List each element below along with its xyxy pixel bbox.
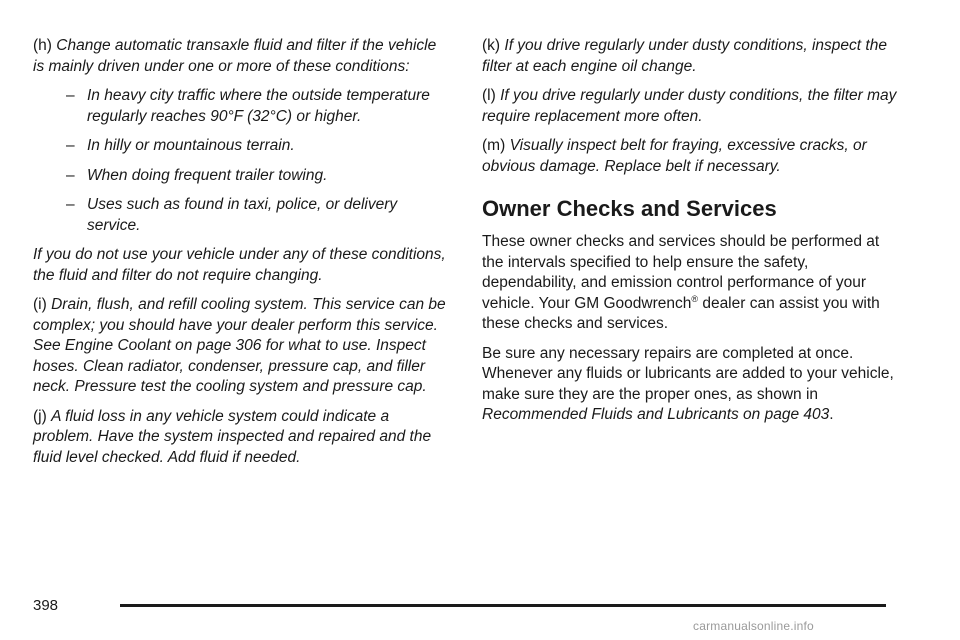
item-h-note: If you do not use your vehicle under any of these conditions, the fluid and filter do not require changing.	[33, 246, 446, 284]
item-k	[482, 36, 902, 77]
item-l-text: If you drive regularly under dusty conditions, the filter may require replacement more often.	[482, 87, 897, 125]
item-k-text: If you drive regularly under dusty conditions, inspect the filter at each engine oil change.	[482, 37, 887, 75]
watermark: carmanualsonline.info	[693, 619, 814, 633]
item-j-marker: (j)	[33, 407, 47, 425]
item-l	[482, 86, 902, 127]
dash-glyph: –	[66, 196, 75, 213]
list-item: – In heavy city traffic where the outside temperature regularly reaches 90°F (32°C) or higher.	[66, 87, 430, 125]
list-item: – In hilly or mountainous terrain.	[33, 136, 451, 157]
dash-glyph: –	[66, 166, 75, 184]
item-h-text: Change automatic transaxle fluid and filter if the vehicle is mainly driven under one or more of these conditions:	[33, 37, 437, 75]
right-column	[482, 36, 902, 435]
item-i-marker: (i)	[33, 296, 47, 313]
item-m	[482, 136, 902, 177]
item-i-text: Drain, flush, and refill cooling system. This service can be complex; you should have your dealer perform this service. See Engine Coolant on page 306 for what to use. Inspect hoses. Clean radiator, condenser, pressure cap, and filler neck. Pressure test the cooling system and pressure cap.	[33, 296, 446, 395]
item-m-text: Visually inspect belt for fraying, excessive cracks, or obvious damage. Replace belt if necessary.	[482, 137, 867, 175]
cross-reference-link: Recommended Fluids and Lubricants on page 403	[482, 406, 830, 423]
owner-checks-paragraph: These owner checks and services should be performed at the intervals specified to help ensure the safety, dependability, and emission control performance of your vehicle. Your GM Goodwrench® dealer can assist you with these checks and services.	[482, 233, 880, 332]
item-j	[33, 407, 451, 469]
registered-mark: ®	[691, 293, 699, 304]
page-number: 398	[33, 597, 59, 614]
list-item: – Uses such as found in taxi, police, or delivery service.	[66, 196, 398, 234]
left-column	[33, 36, 451, 477]
footer-rule	[120, 604, 886, 607]
item-k-marker: (k)	[482, 37, 501, 54]
item-h-marker: (h)	[33, 37, 52, 54]
dash-glyph: –	[66, 87, 75, 104]
section-heading: Owner Checks and Services	[482, 196, 777, 221]
repairs-paragraph: Be sure any necessary repairs are completed at once. Whenever any fluids or lubricants are added to your vehicle, make sure they are the proper ones, as shown in Recommended Fluids and Lubricants on page 403.	[482, 344, 894, 423]
item-l-marker: (l)	[482, 87, 496, 104]
list-item: – When doing frequent trailer towing.	[33, 166, 451, 187]
item-i	[33, 295, 451, 398]
item-m-marker: (m)	[482, 137, 506, 154]
dash-glyph: –	[66, 137, 75, 154]
item-j-text: A fluid loss in any vehicle system could indicate a problem. Have the system inspected and repaired and the fluid level checked. Add fluid if needed.	[33, 407, 432, 466]
item-h	[33, 36, 451, 77]
conditions-list	[33, 86, 451, 236]
